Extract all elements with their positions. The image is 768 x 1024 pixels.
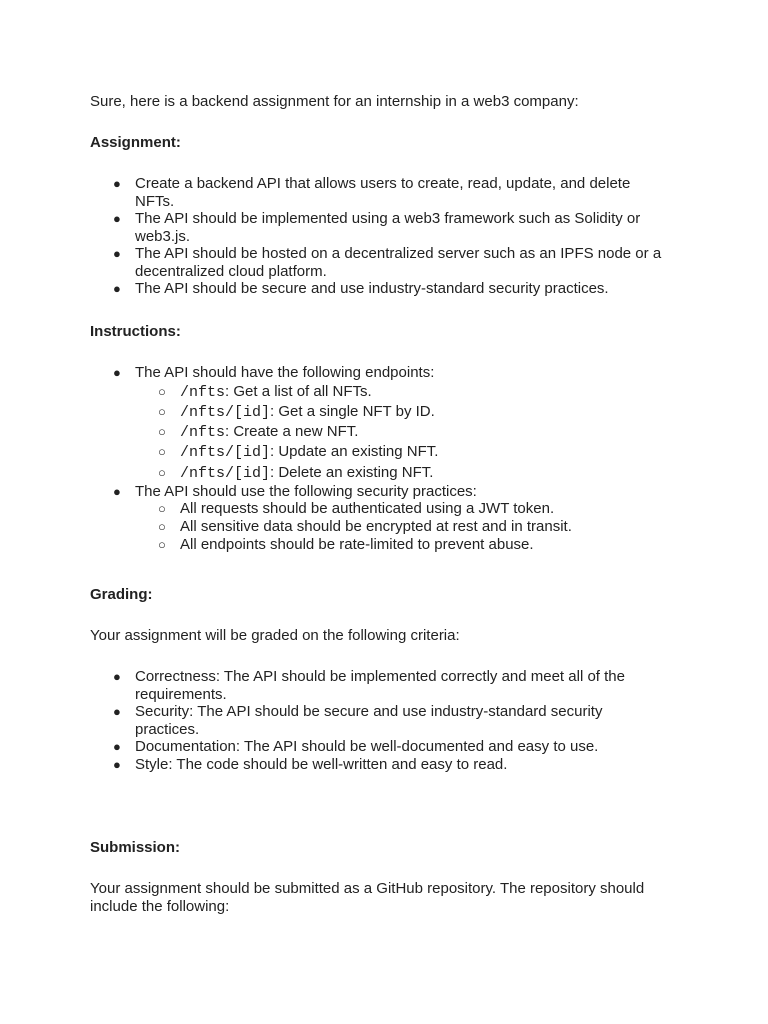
endpoint-item — [135, 382, 670, 402]
list-item-text: Style: The code should be well-written and easy to read. — [135, 755, 508, 773]
bullet-icon: ● — [113, 739, 121, 754]
endpoint-path: /nfts/[id] — [180, 464, 271, 482]
list-item — [90, 483, 670, 555]
security-item — [135, 536, 670, 554]
bullet-icon: ● — [113, 669, 121, 684]
endpoint-item — [135, 442, 670, 462]
endpoint-path: /nfts/[id] — [180, 444, 271, 462]
hollow-bullet-icon: ○ — [158, 537, 166, 553]
list-item-text: The API should be hosted on a decentralized server such as an IPFS node or a decentralized cloud platform. — [135, 245, 662, 280]
hollow-bullet-icon: ○ — [158, 383, 166, 399]
endpoint-description: : Update an existing NFT. — [270, 443, 439, 461]
list-item — [90, 703, 670, 738]
bullet-icon: ● — [113, 704, 121, 719]
instructions-list — [90, 364, 670, 554]
list-item-text: The API should use the following security practices: — [135, 482, 477, 500]
hollow-bullet-icon: ○ — [158, 403, 166, 419]
list-item-text: The API should be secure and use industry-standard security practices. — [135, 280, 609, 297]
list-item — [90, 738, 670, 756]
list-item — [90, 756, 670, 774]
list-item — [90, 210, 670, 245]
hollow-bullet-icon: ○ — [158, 424, 166, 440]
list-item — [90, 668, 670, 703]
list-item-text: Correctness: The API should be implemented correctly and meet all of the requirements. — [135, 668, 625, 703]
grading-list — [90, 668, 670, 773]
list-item-text: The API should have the following endpoints: — [135, 364, 435, 381]
bullet-icon: ● — [113, 483, 121, 499]
bullet-icon: ● — [113, 365, 121, 380]
endpoint-description: : Create a new NFT. — [225, 423, 359, 441]
list-item — [90, 175, 670, 210]
grading-heading: Grading: — [90, 586, 153, 603]
endpoint-path: /nfts — [180, 383, 226, 401]
security-list — [135, 500, 670, 554]
bullet-icon: ● — [113, 756, 121, 772]
list-item-text: Documentation: The API should be well-documented and easy to use. — [135, 738, 599, 755]
list-item — [90, 245, 670, 280]
intro-text: Sure, here is a backend assignment for an internship in a web3 company: — [90, 93, 579, 110]
endpoint-path: /nfts/[id] — [180, 403, 271, 421]
list-item-text: Create a backend API that allows users to create, read, update, and delete NFTs. — [135, 175, 631, 210]
security-item-text: All endpoints should be rate-limited to prevent abuse. — [180, 536, 534, 554]
assignment-list — [90, 175, 670, 298]
endpoint-description: : Delete an existing NFT. — [270, 463, 434, 481]
instructions-heading: Instructions: — [90, 323, 181, 340]
bullet-icon: ● — [113, 281, 121, 296]
grading-intro: Your assignment will be graded on the following criteria: — [90, 627, 460, 644]
hollow-bullet-icon: ○ — [158, 519, 166, 535]
bullet-icon: ● — [113, 176, 121, 191]
submission-heading: Submission: — [90, 839, 181, 856]
list-item — [90, 364, 670, 483]
endpoint-description: : Get a list of all NFTs. — [225, 382, 372, 400]
list-item — [90, 280, 670, 298]
endpoint-item — [135, 463, 670, 483]
endpoint-path: /nfts — [180, 424, 226, 442]
security-item — [135, 518, 670, 536]
bullet-icon: ● — [113, 246, 121, 261]
list-item-text: Security: The API should be secure and use industry-standard security practices. — [135, 703, 603, 738]
list-item-text: The API should be implemented using a web3 framework such as Solidity or web3.js. — [135, 210, 641, 245]
endpoints-list — [135, 382, 670, 483]
assignment-heading: Assignment: — [90, 134, 181, 151]
endpoint-item — [135, 422, 670, 442]
endpoint-item — [135, 402, 670, 422]
security-item-text: All sensitive data should be encrypted at rest and in transit. — [180, 518, 572, 536]
security-item-text: All requests should be authenticated using a JWT token. — [180, 500, 555, 518]
endpoint-description: : Get a single NFT by ID. — [270, 402, 435, 420]
hollow-bullet-icon: ○ — [158, 464, 166, 480]
bullet-icon: ● — [113, 211, 121, 226]
hollow-bullet-icon: ○ — [158, 444, 166, 460]
submission-text: Your assignment should be submitted as a GitHub repository. The repository should include the following: — [90, 880, 645, 915]
security-item — [135, 500, 670, 518]
hollow-bullet-icon: ○ — [158, 501, 166, 517]
